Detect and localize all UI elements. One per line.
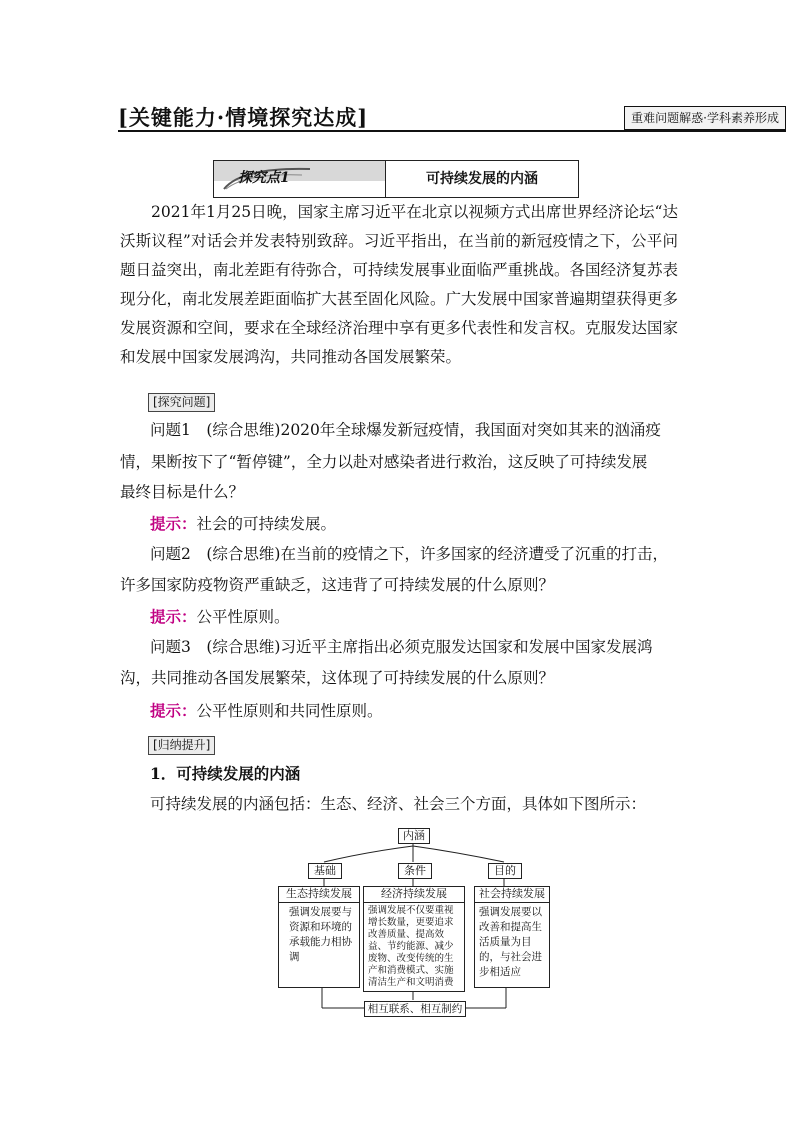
question-1-line-2: 情，果断按下了“暂停键”，全力以赴对感染者进行救治，这反映了可持续发展 <box>120 453 648 471</box>
explore-questions-tag: [探究问题] <box>148 393 215 412</box>
diagram-column-society-title: 社会持续发展 <box>474 886 550 903</box>
hint-label: 提示： <box>150 607 197 626</box>
diagram-column-society-body: 强调发展要以改善和提高生活质量为目的，与社会进步相适应 <box>474 902 550 988</box>
summary-heading: 1．可持续发展的内涵 <box>150 764 301 783</box>
diagram-branch-condition: 条件 <box>398 863 432 879</box>
question-1-line-1: 问题1 (综合思维)2020年全球爆发新冠疫情，我国面对突如其来的汹涌疫 <box>150 421 661 439</box>
summary-text: 可持续发展的内涵包括：生态、经济、社会三个方面，具体如下图所示： <box>150 795 647 813</box>
sustainable-development-diagram <box>276 826 552 1022</box>
explore-point-label-cell <box>214 161 386 197</box>
question-2-line-1: 问题2 (综合思维)在当前的疫情之下，许多国家的经济遭受了沉重的打击， <box>150 545 668 563</box>
diagram-column-ecology-body: 强调发展要与资源和环境的承载能力相协调 <box>278 902 360 988</box>
diagram-branch-purpose: 目的 <box>488 863 522 879</box>
hint-text: 社会的可持续发展。 <box>196 515 337 533</box>
explore-point-label: 探究点1 <box>238 170 290 186</box>
question-3-line-1: 问题3 (综合思维)习近平主席指出必须克服发达国家和发展中国家发展鸿 <box>150 638 653 656</box>
diagram-column-economy-body: 强调发展不仅要重视增长数量，更要追求改善质量、提高效益、节约能源、减少废物、改变传统的生产和消费模式、实施清洁生产和文明消费 <box>363 902 465 992</box>
explore-point-box <box>213 160 579 198</box>
section-subtitle-tag: 重难问题解惑·学科素养形成 <box>624 106 786 130</box>
question-1-hint <box>150 509 336 539</box>
question-2-line-2: 许多国家防疫物资严重缺乏，这违背了可持续发展的什么原则？ <box>120 576 555 594</box>
question-2-hint <box>150 602 290 632</box>
section-title: [关键能力·情境探究达成] <box>118 105 369 130</box>
hint-text: 公平性原则。 <box>196 608 290 626</box>
explore-point-title: 可持续发展的内涵 <box>426 171 538 187</box>
diagram-branch-foundation: 基础 <box>308 863 342 879</box>
hint-label: 提示： <box>150 701 197 720</box>
intro-paragraph: 2021年1月25日晚，国家主席习近平在北京以视频方式出席世界经济论坛“达沃斯议程”对话会并发表特别致辞。习近平指出，在当前的新冠疫情之下，公平问题日益突出，南北差距有待弥合，可持续发展事业面临严重挑战。各国经济复苏表现分化，南北发展差距面临扩大甚至固化风险。广大发展中国家普遍期望获得更多发展资源和空间，要求在全球经济治理中享有更多代表性和发言权。克服发达国家和发展中国家发展鸿沟，共同推动各国发展繁荣。 <box>120 203 679 366</box>
summary-tag: [归纳提升] <box>148 736 215 755</box>
question-3-line-2: 沟，共同推动各国发展繁荣，这体现了可持续发展的什么原则？ <box>120 669 555 687</box>
diagram-bottom-relation: 相互联系、相互制约 <box>364 1001 466 1017</box>
hint-text: 公平性原则和共同性原则。 <box>196 702 383 720</box>
header-divider <box>118 130 786 132</box>
section-header <box>118 102 786 132</box>
hint-label: 提示： <box>150 514 197 533</box>
diagram-root: 内涵 <box>398 828 430 844</box>
question-1-line-3: 最终目标是什么？ <box>120 483 245 501</box>
question-3-hint <box>150 696 383 726</box>
diagram-column-economy-title: 经济持续发展 <box>363 886 465 903</box>
diagram-column-ecology-title: 生态持续发展 <box>278 886 360 903</box>
